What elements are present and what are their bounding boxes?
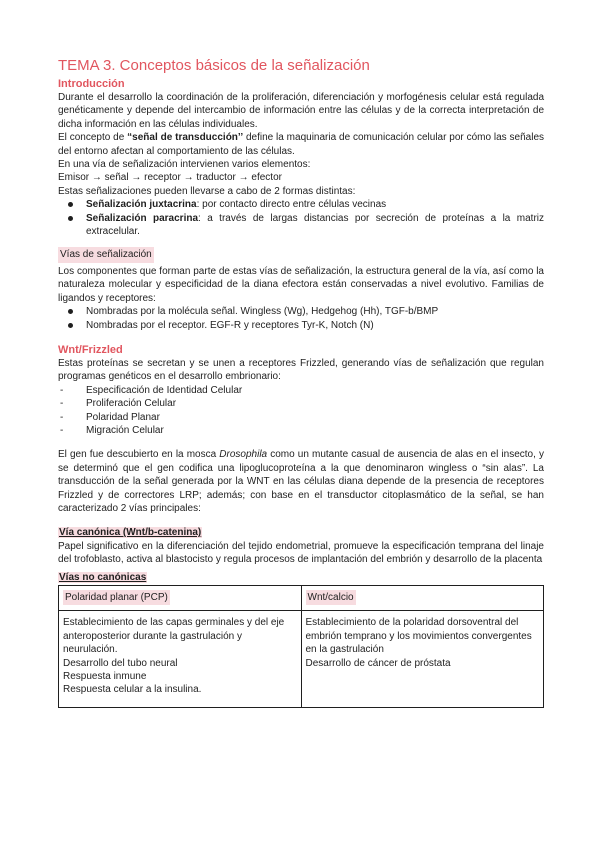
wnt-dash-list (58, 384, 544, 438)
canonica-heading-wrapper (58, 526, 544, 539)
table-row (59, 611, 544, 708)
intro-bullet-list (58, 198, 544, 238)
intro-p2-pre: El concepto de (58, 132, 128, 144)
bullet-text: : a través de largas distancias por secreción de proteínas a la matriz extracelular. (86, 212, 544, 238)
table-header-cell (59, 586, 302, 611)
wnt-heading: Wnt/Frizzled (58, 343, 123, 356)
table-cell-col1 (59, 611, 302, 708)
wnt-paragraph-2 (58, 448, 544, 515)
vias-heading: Vías de señalización (58, 247, 154, 262)
list-item: - Proliferación Celular (58, 397, 544, 410)
cell-line: Establecimiento de las capas germinales y del eje anteroposterior durante la gastrulación y neurulación. (63, 617, 285, 656)
intro-p2-post: define la maquinaria de comunicación celular por cómo las señales del entorno afectan al comportamiento de las células. (58, 132, 544, 157)
document-content (58, 57, 544, 708)
wnt-p2-b: como un mutante casual de ausencia de alas en el insecto, y se determinó que el gen codifica una lipoglucoproteína a la que denominaron wingless o “sin alas”. La transducción de la señal generada por la WNT en las células diana depende de la presencia de receptores Frizzled y de correctores LRP; además; con base en el transductor citoplasmático de la señal, se han caracterizado 2 vías principales: (58, 449, 545, 514)
cell-line: Desarrollo del tubo neural (63, 657, 178, 669)
wnt-p2-italic: Drosophila (219, 449, 268, 461)
no-canonicas-table (58, 585, 544, 708)
list-item (66, 198, 544, 211)
list-item: - Migración Celular (58, 424, 544, 437)
list-item: - Polaridad Planar (58, 411, 544, 424)
col2-header: Wnt/calcio (306, 590, 356, 605)
col1-header: Polaridad planar (PCP) (63, 590, 170, 605)
intro-paragraph-2 (58, 131, 544, 158)
wnt-paragraph-1: Estas proteínas se secretan y se unen a receptores Frizzled, generando vías de señalización que regulan programas genéticos en el desarrollo embrionario: (58, 357, 544, 383)
spacer (58, 515, 544, 526)
bullet-bold: Señalización juxtacrina (86, 199, 197, 211)
intro-paragraph-5: Estas señalizaciones pueden llevarse a cabo de 2 formas distintas: (58, 185, 356, 197)
no-canonicas-heading-wrapper (58, 571, 544, 584)
bullet-bold: Señalización paracrina (86, 212, 199, 224)
spacer (58, 332, 544, 343)
canonica-paragraph-1: Papel significativo en la diferenciación del tejido endometrial, promueve la especificación temprana del linaje del trofoblasto, activa al blastocisto y regula procesos de implantación del embrión y desarrollo de la placenta (58, 540, 544, 566)
wnt-p2-a: El gen fue descubierto en la mosca (58, 449, 220, 461)
page-title: TEMA 3. Conceptos básicos de la señalización (58, 57, 370, 74)
intro-paragraph-4: Emisor → señal → receptor → traductor → efector (58, 172, 282, 184)
intro-paragraph-3: En una vía de señalización intervienen varios elementos: (58, 159, 311, 171)
table-header-row (59, 586, 544, 611)
vias-heading-wrapper (58, 247, 544, 262)
intro-heading: Introducción (58, 78, 125, 90)
cell-line: Respuesta inmune (63, 671, 147, 683)
vias-paragraph-1: Los componentes que forman parte de estas vías de señalización, la estructura general de la vía, así como la naturaleza molecular y especificidad de la diana efectora están conservadas a nivel evolutivo. Familias de ligandos y receptores: (58, 265, 544, 304)
canonica-heading: Vía canónica (Wnt/b-catenina) (59, 527, 202, 539)
list-item: - Especificación de Identidad Celular (58, 384, 544, 397)
cell-line: Establecimiento de la polaridad dorsoventral del embrión temprano y los movimientos convergentes en la gastrulación (305, 617, 532, 656)
table-header-cell (301, 586, 544, 611)
table-cell-col2 (301, 611, 544, 708)
list-item (66, 212, 544, 239)
list-item: Nombradas por el receptor. EGF-R y receptores Tyr-K, Notch (N) (66, 319, 544, 332)
list-item: Nombradas por la molécula señal. Wingless (Wg), Hedgehog (Hh), TGF-b/BMP (66, 305, 544, 318)
cell-line: Desarrollo de cáncer de próstata (305, 657, 451, 669)
vias-bullet-list (58, 305, 544, 332)
cell-line: Respuesta celular a la insulina. (63, 684, 202, 696)
spacer (58, 437, 544, 448)
intro-paragraph-1: Durante el desarrollo la coordinación de la proliferación, diferenciación y morfogénesis celular está regulada genéticamente y depende del intercambio de información entre las células y de la correcta interpretación de dicha información en las células individuales. (58, 92, 544, 130)
no-canonicas-heading: Vías no canónicas (59, 571, 147, 583)
intro-p2-bold: “señal de transducción’’ (127, 132, 244, 144)
bullet-text: : por contacto directo entre células vecinas (196, 199, 387, 211)
